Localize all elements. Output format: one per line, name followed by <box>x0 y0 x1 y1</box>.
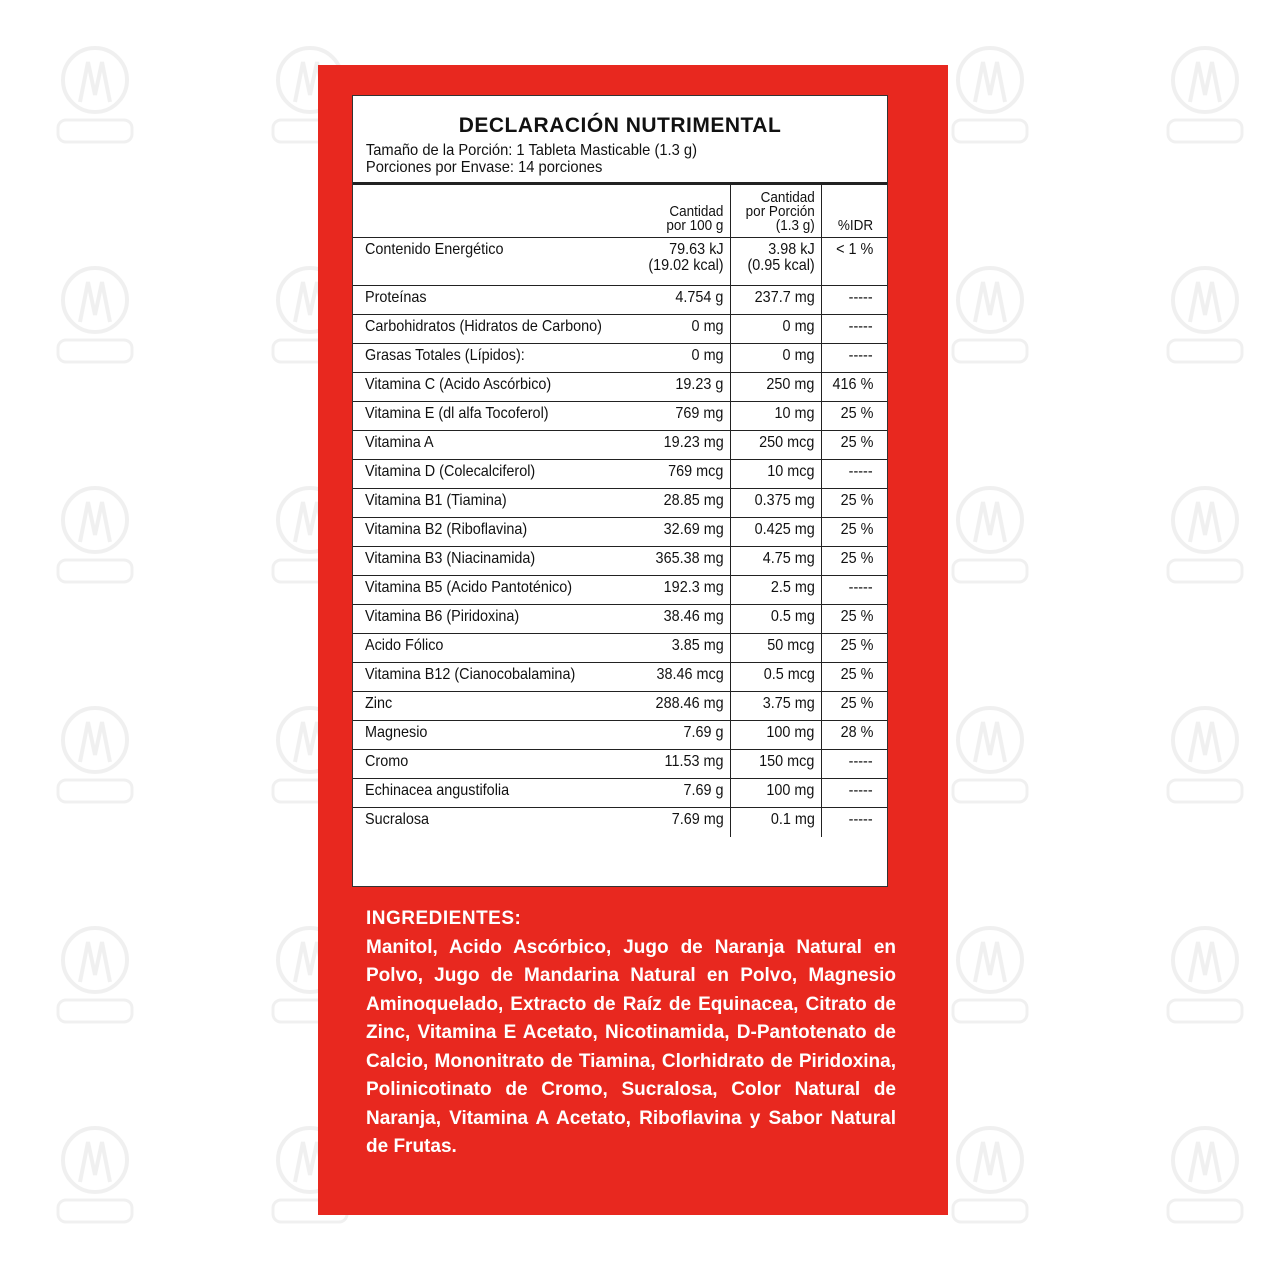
watermark-logo-icon <box>1160 260 1250 370</box>
nutrient-perserving: 250 mg <box>766 376 815 393</box>
nutrient-idr: 25 % <box>840 434 873 451</box>
nutrient-perserving: 50 mcg <box>767 637 815 654</box>
nutrient-perserving: 10 mg <box>774 405 815 422</box>
nutrient-idr: ----- <box>849 753 873 770</box>
label-title: DECLARACIÓN NUTRIMENTAL <box>458 114 782 137</box>
energy-per100-kcal: (19.02 kcal) <box>648 257 724 274</box>
nutrient-perserving: 0.425 mg <box>754 521 815 538</box>
table-row <box>353 489 887 518</box>
nutrient-idr: 25 % <box>840 521 873 538</box>
watermark-logo-icon <box>50 480 140 590</box>
nutrient-per100: 0 mg <box>691 318 724 335</box>
nutrient-per100: 32.69 mg <box>663 521 724 538</box>
watermark-logo-icon <box>1160 480 1250 590</box>
table-row <box>353 663 887 692</box>
nutrient-name: Vitamina B2 (Riboflavina) <box>365 521 528 538</box>
nutrient-idr: ----- <box>849 782 873 799</box>
table-row <box>353 750 887 779</box>
nutrient-name: Vitamina A <box>365 434 434 451</box>
nutrient-per100: 7.69 g <box>683 782 724 799</box>
nutrient-name: Zinc <box>365 695 393 712</box>
nutrient-name: Vitamina E (dl alfa Tocoferol) <box>365 405 549 422</box>
watermark-logo-icon <box>50 260 140 370</box>
nutrient-per100: 38.46 mcg <box>656 666 724 683</box>
header-per100: Cantidad por 100 g <box>634 185 730 238</box>
energy-perserving-kcal: (0.95 kcal) <box>747 257 815 274</box>
nutrient-per100: 769 mcg <box>668 463 724 480</box>
nutrient-perserving: 0.5 mg <box>770 608 815 625</box>
header-idr: %IDR <box>821 185 887 238</box>
nutrient-idr: 25 % <box>840 492 873 509</box>
energy-idr: < 1 % <box>835 241 873 258</box>
energy-name: Contenido Energético <box>365 241 504 258</box>
nutrient-name: Grasas Totales (Lípidos): <box>365 347 525 364</box>
nutrient-idr: ----- <box>849 579 873 596</box>
nutrient-perserving: 0.5 mcg <box>763 666 815 683</box>
energy-per100-kj: 79.63 kJ <box>669 241 724 258</box>
table-row <box>353 373 887 402</box>
nutrient-perserving: 0 mg <box>782 347 815 364</box>
nutrient-idr: ----- <box>849 347 873 364</box>
watermark-logo-icon <box>945 700 1035 810</box>
nutrient-perserving: 250 mcg <box>759 434 815 451</box>
nutrient-name: Vitamina C (Acido Ascórbico) <box>365 376 552 393</box>
nutrient-idr: ----- <box>849 811 873 828</box>
watermark-logo-icon <box>50 700 140 810</box>
ingredients-text: Manitol, Acido Ascórbico, Jugo de Naranja Natural en Polvo, Jugo de Mandarina Natural en Polvo, Magnesio Aminoquelado, Extracto de Raíz de Equinacea, Citrato de Zinc, Vitamina E Acetato, Nicotinamida, D-Pantotenato de Calcio, Mononitrato de Tiamina, Clorhidrato de Piridoxina, Polinicotinato de Cromo, Sucralosa, Color Natural de Naranja, Vitamina A Acetato, Riboflavina y Sabor Natural de Frutas. <box>366 936 896 1157</box>
nutrient-idr: 28 % <box>840 724 873 741</box>
energy-perserving-kj: 3.98 kJ <box>768 241 815 258</box>
table-row <box>353 692 887 721</box>
table-row <box>353 431 887 460</box>
nutrient-idr: 25 % <box>840 608 873 625</box>
nutrient-per100: 28.85 mg <box>663 492 724 509</box>
watermark-logo-icon <box>1160 700 1250 810</box>
nutrient-per100: 365.38 mg <box>655 550 724 567</box>
nutrient-name: Vitamina B12 (Cianocobalamina) <box>365 666 576 683</box>
watermark-logo-icon <box>1160 1120 1250 1230</box>
nutrient-idr: ----- <box>849 318 873 335</box>
nutrient-per100: 0 mg <box>691 347 724 364</box>
nutrient-perserving: 0.1 mg <box>770 811 815 828</box>
nutrition-table <box>353 185 887 837</box>
table-row-energy <box>353 238 887 286</box>
watermark-logo-icon <box>945 40 1035 150</box>
serving-info <box>353 142 909 176</box>
table-row <box>353 634 887 663</box>
nutrient-name: Echinacea angustifolia <box>365 782 510 799</box>
nutrient-perserving: 150 mcg <box>759 753 815 770</box>
nutrient-per100: 19.23 mg <box>663 434 724 451</box>
nutrient-name: Vitamina B1 (Tiamina) <box>365 492 507 509</box>
watermark-logo-icon <box>945 1120 1035 1230</box>
nutrient-per100: 7.69 mg <box>671 811 724 828</box>
nutrient-per100: 3.85 mg <box>671 637 724 654</box>
table-row <box>353 721 887 750</box>
nutrient-perserving: 100 mg <box>766 724 815 741</box>
table-row <box>353 402 887 431</box>
nutrient-idr: ----- <box>849 463 873 480</box>
table-row <box>353 315 887 344</box>
nutrient-perserving: 3.75 mg <box>762 695 815 712</box>
watermark-logo-icon <box>50 920 140 1030</box>
table-row <box>353 547 887 576</box>
nutrient-per100: 769 mg <box>675 405 724 422</box>
ingredients-title: INGREDIENTES: <box>366 908 522 929</box>
product-panel <box>318 65 948 1215</box>
nutrient-name: Proteínas <box>365 289 427 306</box>
ingredients-section <box>366 905 896 1162</box>
table-row <box>353 605 887 634</box>
table-header-row <box>353 185 887 238</box>
header-perserving: Cantidad por Porción (1.3 g) <box>730 185 821 238</box>
nutrient-perserving: 0 mg <box>782 318 815 335</box>
nutrient-per100: 192.3 mg <box>663 579 724 596</box>
nutrient-perserving: 0.375 mg <box>754 492 815 509</box>
nutrient-perserving: 10 mcg <box>767 463 815 480</box>
header-name <box>353 185 634 238</box>
nutrient-name: Carbohidratos (Hidratos de Carbono) <box>365 318 602 335</box>
nutrient-name: Acido Fólico <box>365 637 444 654</box>
nutrient-per100: 11.53 mg <box>664 753 724 770</box>
nutrient-perserving: 2.5 mg <box>770 579 815 596</box>
nutrient-idr: 25 % <box>840 550 873 567</box>
nutrition-label <box>352 95 888 887</box>
servings-per-container: Porciones por Envase: 14 porciones <box>365 159 603 176</box>
watermark-logo-icon <box>50 1120 140 1230</box>
watermark-logo-icon <box>945 260 1035 370</box>
watermark-logo-icon <box>50 40 140 150</box>
table-row <box>353 460 887 489</box>
serving-size: Tamaño de la Porción: 1 Tableta Masticable (1.3 g) <box>365 142 697 159</box>
table-row <box>353 344 887 373</box>
nutrient-perserving: 100 mg <box>766 782 815 799</box>
table-row <box>353 518 887 547</box>
table-row <box>353 576 887 605</box>
nutrient-idr: 25 % <box>840 695 873 712</box>
nutrient-idr: 25 % <box>840 637 873 654</box>
nutrient-per100: 38.46 mg <box>663 608 724 625</box>
nutrient-idr: 416 % <box>832 376 873 393</box>
nutrient-name: Magnesio <box>365 724 428 741</box>
nutrient-perserving: 237.7 mg <box>754 289 815 306</box>
watermark-logo-icon <box>1160 40 1250 150</box>
table-row <box>353 808 887 837</box>
nutrient-idr: 25 % <box>840 666 873 683</box>
nutrient-name: Vitamina B6 (Piridoxina) <box>365 608 520 625</box>
nutrient-perserving: 4.75 mg <box>762 550 815 567</box>
nutrient-name: Vitamina B5 (Acido Pantoténico) <box>365 579 573 596</box>
nutrient-per100: 288.46 mg <box>655 695 724 712</box>
nutrient-idr: ----- <box>849 289 873 306</box>
nutrient-idr: 25 % <box>840 405 873 422</box>
nutrient-name: Vitamina B3 (Niacinamida) <box>365 550 536 567</box>
table-row <box>353 286 887 315</box>
watermark-logo-icon <box>945 480 1035 590</box>
nutrient-name: Vitamina D (Colecalciferol) <box>365 463 536 480</box>
watermark-logo-icon <box>945 920 1035 1030</box>
nutrient-per100: 19.23 g <box>675 376 724 393</box>
table-row <box>353 779 887 808</box>
nutrient-per100: 4.754 g <box>675 289 724 306</box>
watermark-logo-icon <box>1160 920 1250 1030</box>
nutrient-name: Sucralosa <box>365 811 430 828</box>
nutrient-per100: 7.69 g <box>683 724 724 741</box>
nutrient-name: Cromo <box>365 753 409 770</box>
